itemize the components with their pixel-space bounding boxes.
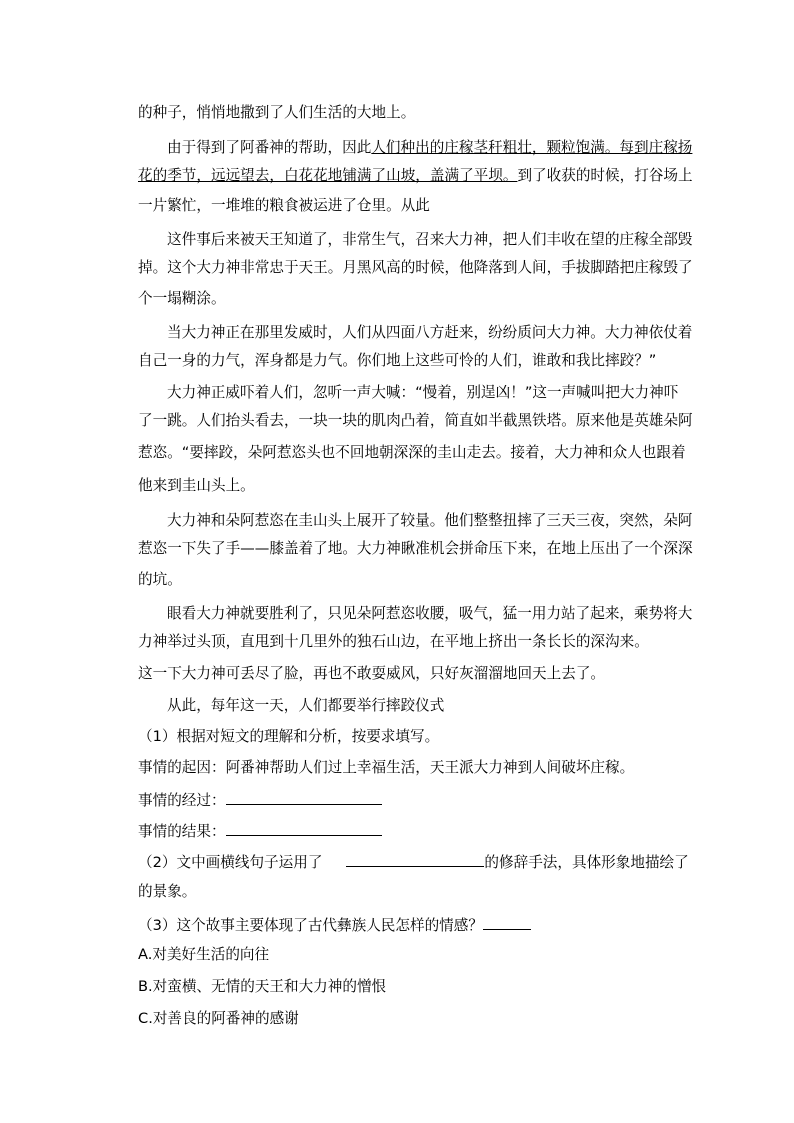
text-line: 眼看大力神就要胜利了，只见朵阿惹恣收腰，吸气，猛一用力站了起来，乘势将大	[167, 605, 693, 622]
text: （3）这个故事主要体现了古代彝族人民怎样的情感？	[138, 917, 483, 934]
text-line: 他来到圭山头上。	[138, 477, 255, 494]
text-line	[138, 166, 693, 186]
text-line: 这一下大力神可丢尽了脸，再也不敢耍威风，只好灰溜溜地回天上去了。	[138, 665, 606, 682]
underlined-sentence: 花的季节，远远望去，白花花地铺满了山坡，盖满了平坝。	[138, 167, 518, 184]
label: 事情的经过：	[138, 792, 226, 809]
text-line: 个一塌糊涂。	[138, 290, 226, 307]
text: 的修辞手法，具体形象地描绘了	[484, 854, 689, 871]
text-line: 大力神正威吓着人们，忽听一声大喊：“慢着，别逞凶！”这一声喊叫把大力神吓	[167, 384, 679, 401]
answer-blank[interactable]	[226, 789, 382, 805]
text-line: 的种子，悄悄地撒到了人们生活的大地上。	[138, 104, 416, 121]
text-line: 的景象。	[138, 883, 197, 900]
text-line: 惹恣一下失了手——膝盖着了地。大力神瞅准机会拼命压下来，在地上压出了一个深深	[138, 540, 693, 557]
answer-blank[interactable]	[226, 820, 382, 836]
text: 由于得到了阿番神的帮助，因此	[167, 139, 372, 156]
question-1-process	[138, 789, 662, 809]
underlined-sentence: 人们种出的庄稼茎秆粗壮，颗粒饱满。每到庄稼扬	[371, 139, 693, 156]
text-line: 这件事后来被天王知道了，非常生气，召来大力神，把人们丰收在望的庄稼全部毁	[167, 231, 693, 248]
text-line: 掉。这个大力神非常忠于天王。月黑风高的时候，他降落到人间，手拔脚踏把庄稼毁了	[138, 259, 693, 276]
text: （2）文中画横线句子运用了	[138, 854, 323, 871]
text-line: 力神举过头顶，直甩到十几里外的独石山边，在平地上挤出一条长长的深沟来。	[138, 633, 649, 650]
question-1-cause: 事情的起因：阿番神帮助人们过上幸福生活，天王派大力神到人间破坏庄稼。	[138, 759, 635, 776]
option-b[interactable]: B.对蛮横、无情的天王和大力神的憎恨	[138, 978, 387, 995]
question-1-result	[138, 820, 662, 840]
text-line: 一片繁忙，一堆堆的粮食被运进了仓里。从此	[138, 197, 430, 214]
text-line: 当大力神正在那里发威时，人们从四面八方赶来，纷纷质问大力神。大力神依仗着	[167, 324, 693, 341]
text-line: 惹恣。“要摔跤，朵阿惹恣头也不回地朝深深的圭山走去。接着，大力神和众人也跟着	[138, 444, 686, 461]
text-line: 的坑。	[138, 571, 182, 588]
label: 事情的结果：	[138, 823, 226, 840]
text: 到了收获的时候，打谷场上	[517, 167, 693, 184]
question-1: （1）根据对短文的理解和分析，按要求填写。	[138, 728, 440, 745]
answer-blank[interactable]	[346, 851, 484, 867]
text-line: 了一跳。人们抬头看去，一块一块的肌肉凸着，简直如半截黑铁塔。原来他是英雄朵阿	[138, 412, 693, 429]
text-line: 大力神和朵阿惹恣在圭山头上展开了较量。他们整整扭摔了三天三夜，突然，朵阿	[167, 512, 693, 529]
text-line: 自己一身的力气，浑身都是力气。你们地上这些可怜的人们，谁敢和我比摔跤？”	[138, 352, 657, 369]
question-3	[138, 914, 662, 934]
answer-blank[interactable]	[483, 914, 531, 930]
text-line	[138, 138, 693, 158]
option-c[interactable]: C.对善良的阿番神的感谢	[138, 1010, 299, 1027]
option-a[interactable]: A.对美好生活的向往	[138, 946, 270, 963]
question-2	[138, 851, 689, 871]
text-line: 从此，每年这一天，人们都要举行摔跤仪式	[167, 697, 445, 714]
